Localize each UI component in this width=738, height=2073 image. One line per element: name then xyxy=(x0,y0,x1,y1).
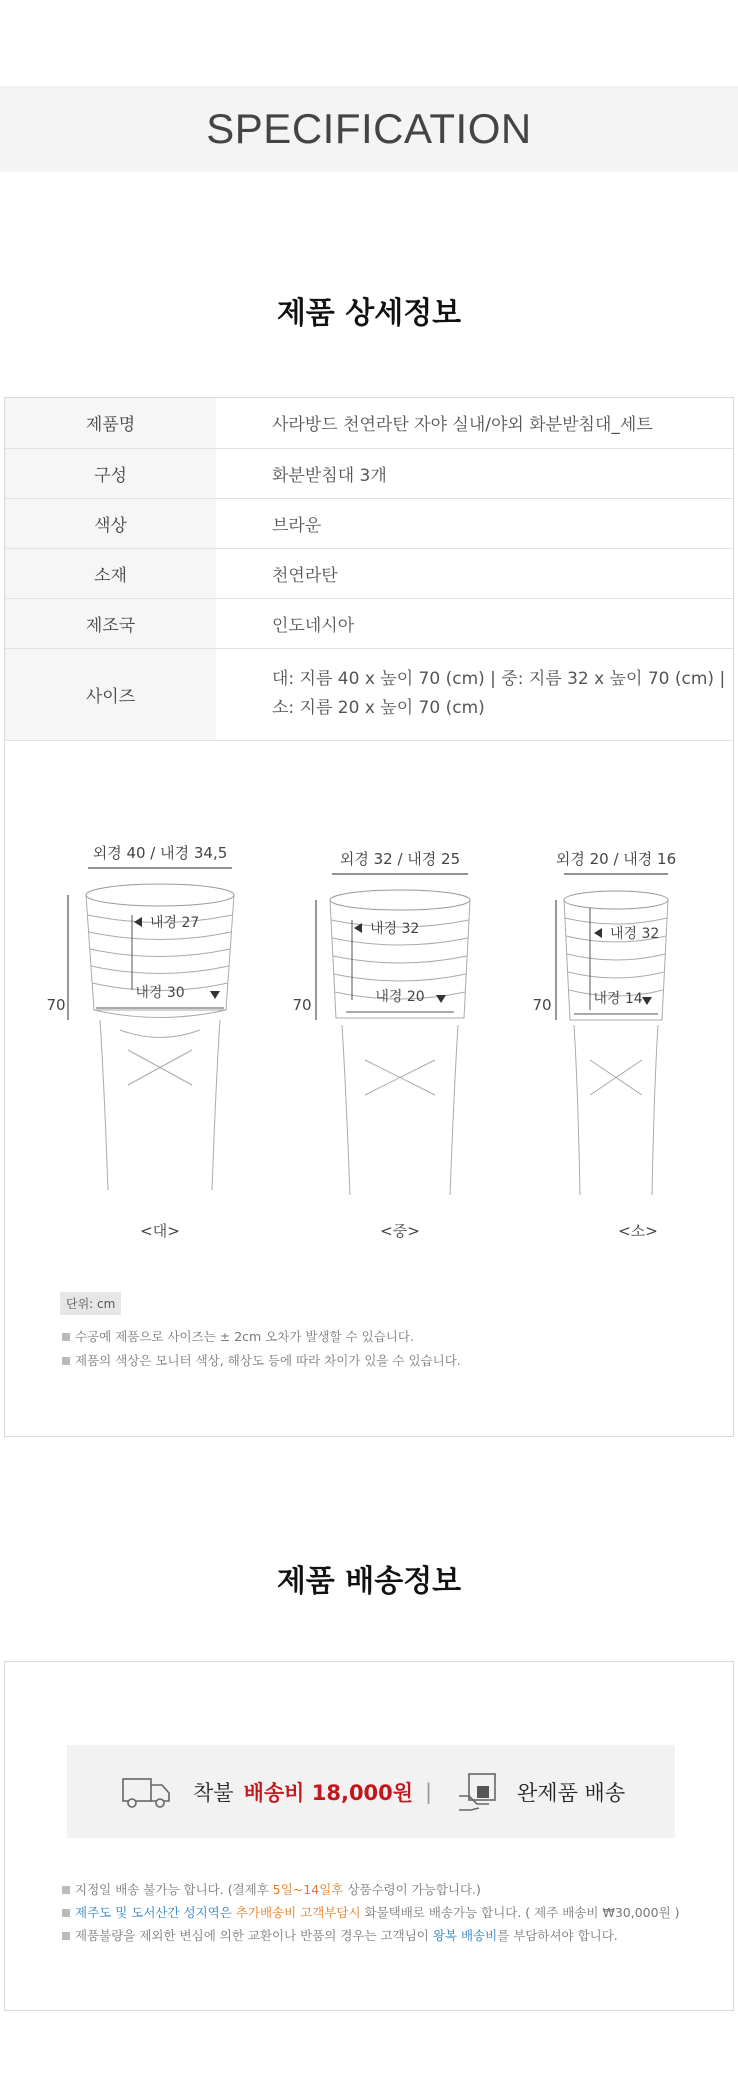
unit-badge: 단위: cm xyxy=(60,1292,121,1315)
row-label: 제품명 xyxy=(5,398,216,448)
package-icon xyxy=(457,1770,501,1814)
spec-header-title: SPECIFICATION xyxy=(206,105,532,152)
shipping-note: 지정일 배송 불가능 합니다. (결제후 5일~14일후 상품수령이 가능합니다.) xyxy=(62,1880,481,1898)
small-inner-bottom-label: 내경 14 xyxy=(593,991,643,1007)
complete-product-item xyxy=(457,1745,625,1838)
table-row xyxy=(5,498,733,548)
row-value: 천연라탄 xyxy=(216,548,733,598)
spec-table xyxy=(5,398,733,741)
small-caption: <소> xyxy=(618,1222,658,1240)
medium-outer-label: 외경 32 / 내경 25 xyxy=(339,850,461,868)
size-line-1: 대: 지름 40 x 높이 70 (cm) | 중: 지름 32 x 높이 70 (cm) | xyxy=(272,669,726,689)
large-stand-drawing xyxy=(46,844,234,1240)
shipping-note: 제품불량을 제외한 변심에 의한 교환이나 반품의 경우는 고객님이 왕복 배송비를 부담하셔야 합니다. xyxy=(62,1926,618,1944)
table-row xyxy=(5,598,733,648)
banner-divider: | xyxy=(425,1779,433,1804)
medium-stand-drawing xyxy=(292,850,470,1240)
shipping-fee: 배송비 18,000원 xyxy=(243,1780,414,1805)
dimension-diagram xyxy=(0,820,738,1260)
shipping-banner xyxy=(67,1745,675,1838)
shipping-fee-item xyxy=(121,1745,413,1838)
row-label: 제조국 xyxy=(5,598,216,648)
table-row xyxy=(5,398,733,448)
row-label: 소재 xyxy=(5,548,216,598)
row-value: 인도네시아 xyxy=(216,598,733,648)
medium-inner-bottom-label: 내경 20 xyxy=(375,989,425,1005)
row-label: 사이즈 xyxy=(5,648,216,740)
product-info-title: 제품 상세정보 xyxy=(276,296,462,331)
truck-icon xyxy=(121,1775,171,1809)
table-row xyxy=(5,648,733,740)
row-label: 색상 xyxy=(5,498,216,548)
shipping-info-title: 제품 배송정보 xyxy=(276,1564,462,1599)
row-value: 사라방드 천연라탄 자야 실내/야외 화분받침대_세트 xyxy=(216,398,733,448)
large-inner-top-label: 내경 27 xyxy=(150,915,200,931)
complete-product-label: 완제품 배송 xyxy=(517,1780,626,1805)
medium-inner-top-label: 내경 32 xyxy=(370,921,420,937)
large-height-label: 70 xyxy=(46,996,66,1014)
large-outer-label: 외경 40 / 내경 34,5 xyxy=(92,844,228,862)
spec-header-band xyxy=(0,86,738,172)
small-stand-drawing xyxy=(532,850,676,1240)
row-label: 구성 xyxy=(5,448,216,498)
row-value: 브라운 xyxy=(216,498,733,548)
small-outer-label: 외경 20 / 내경 16 xyxy=(555,850,677,868)
table-row xyxy=(5,448,733,498)
table-row xyxy=(5,548,733,598)
row-value: 화분받침대 3개 xyxy=(216,448,733,498)
size-line-2: 소: 지름 20 x 높이 70 (cm) xyxy=(272,698,485,718)
dimension-note: 수공예 제품으로 사이즈는 ± 2cm 오차가 발생할 수 있습니다. xyxy=(62,1327,414,1345)
large-caption: <대> xyxy=(140,1222,180,1240)
shipping-note: 제주도 및 도서산간 성지역은 추가배송비 고객부담시 화물택배로 배송가능 합니다. ( 제주 배송비 ₩30,000원 ) xyxy=(62,1903,680,1921)
dimension-note: 제품의 색상은 모니터 색상, 해상도 등에 따라 차이가 있을 수 있습니다. xyxy=(62,1351,461,1369)
shipping-prefix: 착불 xyxy=(193,1780,234,1805)
medium-height-label: 70 xyxy=(292,996,312,1014)
medium-caption: <중> xyxy=(380,1222,420,1240)
large-inner-bottom-label: 내경 30 xyxy=(135,985,185,1001)
small-height-label: 70 xyxy=(532,996,552,1014)
small-inner-top-label: 내경 32 xyxy=(610,926,660,942)
